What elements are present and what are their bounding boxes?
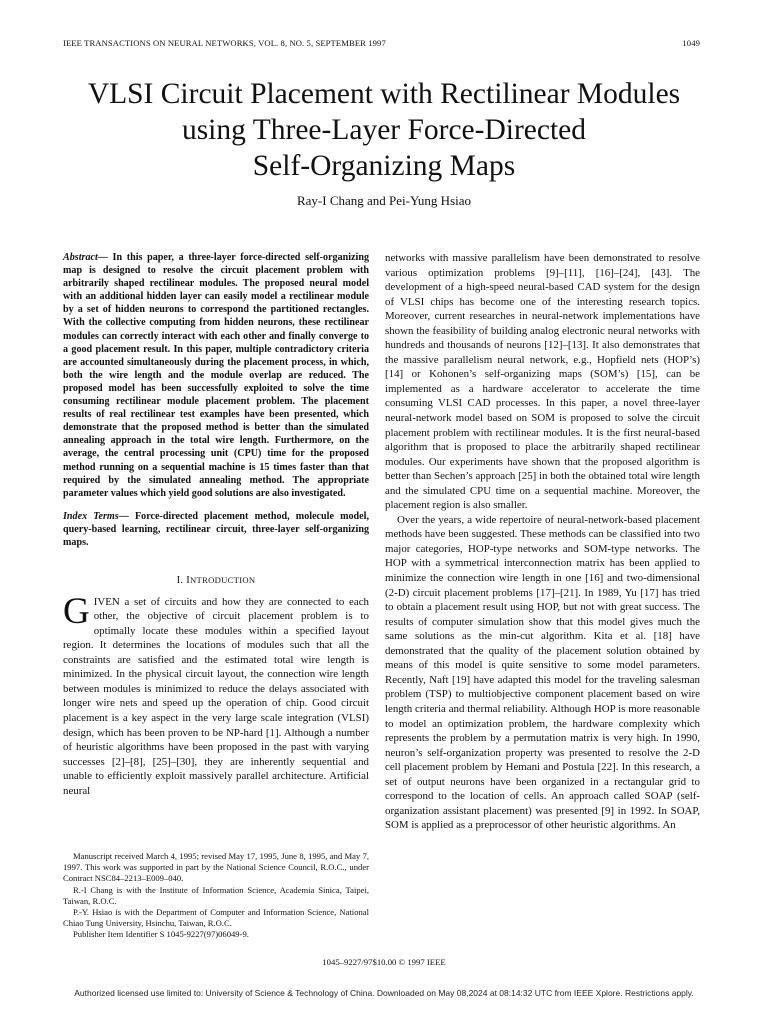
- right-column: [385, 251, 700, 833]
- section-title-rest: NTRODUCTION: [190, 575, 256, 586]
- drop-cap: G: [63, 590, 90, 632]
- paper-title: [40, 76, 728, 184]
- intro-first-word: IVEN: [93, 595, 120, 608]
- abstract: [63, 251, 369, 500]
- footnote-manuscript: Manuscript received March 4, 1995; revised May 17, 1995, June 8, 1995, and May 7, 1997. This work was supported in part by the National Science Council, R.O.C., under Contract NSC84–2213–E009–040.: [63, 851, 369, 884]
- section-heading-introduction: [63, 573, 369, 589]
- abstract-text: In this paper, a three-layer force-directed self-organizing map is designed to resolve the circuit placement problem with arbitrarily shaped rectilinear modules. The proposed neural model with an additional hidden layer can easily model a rectilinear module by a set of hidden neurons to correspond the partitioned rectangles. With the collective computing from hidden neurons, these rectilinear modules can correctly interact with each other and finally converge to a good placement result. In this paper, multiple contradictory criteria are accounted simultaneously during the placement process, in which, both the wire length and the module overlap are reduced. The proposed model has been successfully exploited to solve the time consuming rectilinear module placement problem. The placement results of real rectilinear test examples have been presented, which demonstrate that the proposed method is better than the simulated annealing approach in the total wire length. Furthermore, on the average, the central processing unit (CPU) time for the proposed method running on a sequential machine is 15 times faster than that required by the simulated annealing method. The appropriate parameter values which yield good solutions are also investigated.: [63, 252, 369, 499]
- footnote-publisher-id: Publisher Item Identifier S 1045-9227(97)06049-9.: [73, 929, 249, 940]
- running-header: IEEE TRANSACTIONS ON NEURAL NETWORKS, VOL. 8, NO. 5, SEPTEMBER 1997: [63, 38, 386, 48]
- index-terms-text: Force-directed placement method, molecule model, query-based learning, rectilinear circuit, three-layer self-organizing maps.: [63, 510, 369, 548]
- left-column: [63, 251, 369, 798]
- section-number: I.: [176, 575, 184, 587]
- body-paragraph: Over the years, a wide repertoire of neural-network-based placement methods have been suggested. These methods can be classified into two major categories, HOP-type networks and SOM-type networks. The HOP with a symmetrical interconnection matrix has been applied to minimize the connection wire length in one [16] and two-dimensional (2-D) circuit placement problems [17]–[21]. In 1989, Yu [17] has tried to obtain a placement result using HOP, but not with great success. The results of computer simulation show that this model gives much the same solutions as the min-cut algorithm. Kita et al. [18] have demonstrated that the quality of the placement solution obtained by means of this model is quite sensitive to some model parameters. Recently, Naft [19] have adapted this model for the traveling salesman problem (TSP) to multiobjective component placement based on wire length criteria and thermal reliability. Although HOP is more reasonable to model an optimization problem, the hardware complexity which represents the problem by a permutation matrix is very high. In 1990, neuron’s self-organization property was presented to resolve the 2-D cell placement problem by Hemani and Postula [22]. In this research, a set of output neurons have been organized in a rectangular grid to correspond to the location of cells. An approach called SOAP (self-organization assistant placement) was presented [9] in 1992. In SOAP, SOM is applied as a preprocessor of other heuristic algorithms. An: [385, 513, 700, 832]
- title-line-2: using Three-Layer Force-Directed: [181, 114, 587, 146]
- section-title-initial: I: [186, 575, 191, 587]
- footnote-author-1: R.-I Chang is with the Institute of Information Science, Academia Sinica, Taipei, Taiwan, R.O.C.: [63, 884, 369, 906]
- author-list: Ray-I Chang and Pei-Yung Hsiao: [296, 193, 472, 208]
- authorization-notice: Authorized licensed use limited to: University of Science & Technology of China. Downloaded on May 08,2024 at 08:14:32 UTC from IEEE Xplore. Restrictions apply.: [74, 988, 694, 998]
- footnote-author-2: P.-Y. Hsiao is with the Department of Computer and Information Science, National Chiao Tung University, Hsinchu, Taiwan, R.O.C.: [63, 907, 369, 929]
- page-number: 1049: [682, 38, 700, 48]
- intro-paragraph: [63, 590, 369, 799]
- body-paragraph: networks with massive parallelism have been demonstrated to resolve various optimization problems [9]–[11], [16]–[24], [43]. The development of a high-speed neural-based CAD system for the design of VLSI chips has become one of the interesting research topics. Moreover, current researches in neural-network implementations have shown the feasibility of building analog electronic neural networks with hundreds and thousands of neurons [12]–[13]. It also demonstrates that the massive parallelism neural network, e.g., Hopfield nets (HOP’s) [14] or Kohonen’s self-organizing maps (SOM’s) [15], can be implemented as a hardware accelerator to accelerate the time consuming VLSI CAD processes. In this paper, a novel three-layer neural-network model based on SOM is proposed to solve the circuit placement problem with rectilinear modules. It is the first neural-based algorithm that is proposed to place the arbitrarily shaped rectilinear modules. Our experiments have shown that the proposed algorithm is better than Sechen’s approach [25] in both the obtained total wire length and the simulated CPU time on a sequential machine. Moreover, the placement region is also smaller.: [385, 252, 700, 512]
- footnotes: [63, 851, 369, 941]
- title-line-3: Self-Organizing Maps: [252, 150, 516, 182]
- abstract-lead: Abstract—: [63, 252, 108, 263]
- index-terms: [63, 510, 369, 549]
- copyright-line: 1045–9227/97$10.00 © 1997 IEEE: [322, 957, 446, 967]
- index-terms-lead: Index Terms—: [63, 510, 129, 522]
- intro-text: a set of circuits and how they are connected to each other, the objective of circuit placement problem is to optimally locate these modules within a specified layout region. It determines the locations of modules such that all the constraints are satisfied and the estimated total wire length is minimized. In the physical circuit layout, the connection wire length between modules is minimized to reduce the delays associated with longer wire nets and speed up the operation of chip. Good circuit placement is a key aspect in the very large scale integration (VLSI) design, which has been proven to be NP-hard [1]. Although a number of heuristic algorithms have been proposed in the past with varying successes [2]–[8], [25]–[30], they are inherently sequential and unable to efficiently exploit massively parallel architecture. Artificial neural: [63, 595, 369, 797]
- title-line-1: VLSI Circuit Placement with Rectilinear Modules: [87, 78, 681, 110]
